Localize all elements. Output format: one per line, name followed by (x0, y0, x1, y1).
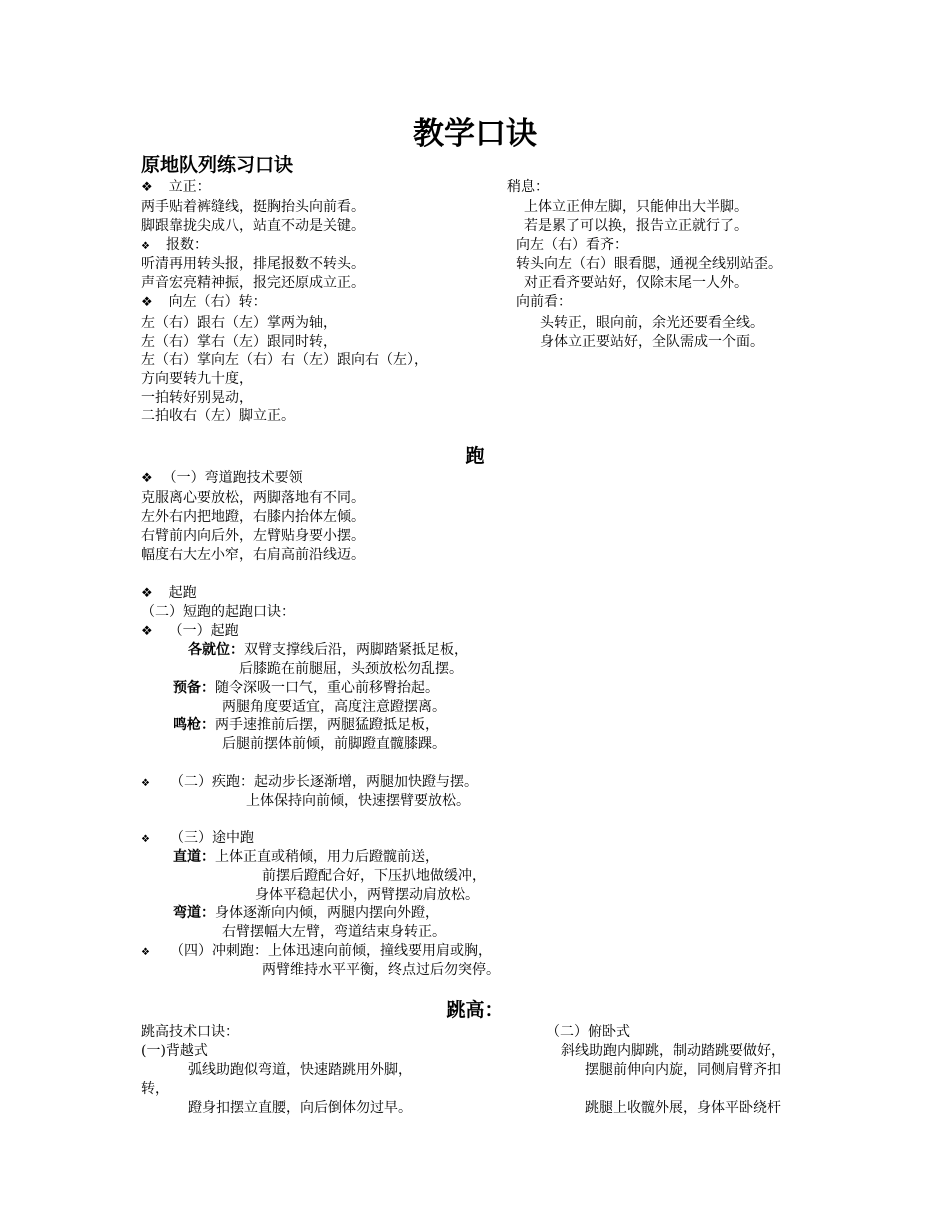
item-label: （一）弯道跑技术要领 (162, 470, 303, 486)
term-text: 双臂支撑线后沿，两脚踏紧抵足板， (244, 642, 468, 658)
term-label: 各就位： (188, 642, 244, 658)
term-label: 直道： (173, 849, 215, 865)
text-line: 向左（右）看齐： (516, 237, 628, 253)
list-item (141, 236, 208, 256)
text-line: 听清再用转头报，排尾报数不转头。 (141, 256, 365, 272)
text-line: 对正看齐要站好，仅除末尾一人外。 (524, 275, 748, 291)
text-line: （二）俯卧式 (546, 1024, 630, 1040)
term-text: 身体逐渐向内倾，两腿内摆向外蹬， (215, 905, 439, 921)
item-label: （一）起跑 (168, 623, 239, 639)
text-line: 幅度右大左小窄，右肩高前沿线迈。 (141, 547, 365, 563)
list-item (141, 293, 267, 312)
text-line: 左（右）跟右（左）掌两为轴， (141, 315, 337, 331)
section-heading-drill: 原地队列练习口诀 (141, 154, 294, 176)
list-item (141, 469, 303, 488)
item-label: （二）疾跑：起动步长逐渐增，两腿加快蹬与摆。 (169, 774, 478, 790)
item-label: 向左（右）转： (168, 294, 267, 310)
list-item (141, 178, 211, 197)
text-line: 稍息： (507, 179, 549, 195)
item-label: 起跑 (168, 585, 197, 601)
page-title: 教学口诀 (413, 116, 537, 152)
text-line: 两臂维持水平平衡，终点过后勿突停。 (262, 962, 500, 978)
text-line: 左外右内把地蹬，右膝内抬体左倾。 (141, 509, 365, 525)
text-line: 上体立正伸左脚，只能伸出大半脚。 (524, 199, 748, 215)
diamond-bullet-icon: ❖ (141, 778, 150, 789)
text-line: 斜线助跑内脚跳，制动踏跳要做好， (561, 1043, 785, 1059)
text-line: 弧线助跑似弯道，快速踏跳用外脚， (188, 1062, 412, 1078)
text-line: 左（右）掌右（左）跟同时转， (141, 334, 337, 350)
diamond-bullet-icon: ❖ (141, 180, 153, 195)
diamond-bullet-icon: ❖ (141, 834, 150, 845)
section-heading-high-jump: 跳高： (446, 999, 504, 1021)
text-line: （二）短跑的起跑口诀： (141, 604, 295, 620)
text-line (188, 641, 468, 659)
text-line: 左（右）掌向左（右）右（左）跟向右（左）， (141, 352, 428, 368)
text-line: 身体立正要站好，全队需成一个面。 (540, 334, 764, 350)
text-line: 转头向左（右）眼看腮，通视全线别站歪。 (516, 256, 782, 272)
item-label: （四）冲刺跑：上体迅速向前倾，撞线要用肩或胸， (169, 943, 492, 959)
text-line (173, 716, 439, 734)
list-item (141, 622, 239, 641)
text-line: 蹬身扣摆立直腰，向后倒体勿过早。 (188, 1100, 412, 1116)
text-line: 向前看： (516, 294, 572, 310)
diamond-bullet-icon: ❖ (141, 241, 150, 252)
text-line: 右臂前内向后外，左臂贴身要小摆。 (141, 528, 365, 544)
list-item (141, 829, 254, 849)
text-line: 两腿角度要适宜，高度注意蹬摆离。 (222, 699, 446, 715)
diamond-bullet-icon: ❖ (141, 471, 153, 486)
text-line: 摆腿前伸向内旋，同侧肩臂齐扣 (585, 1062, 781, 1078)
text-line: 身体平稳起伏小，两臂摆动肩放松。 (255, 887, 479, 903)
text-line (173, 679, 439, 697)
item-label: （三）途中跑 (169, 830, 254, 846)
text-line: 头转正，眼向前，余光还要看全线。 (540, 315, 764, 331)
text-line (173, 904, 439, 922)
text-line: 克服离心要放松，两脚落地有不同。 (141, 490, 365, 506)
text-line: 脚跟靠拢尖成八，站直不动是关键。 (141, 218, 365, 234)
term-label: 鸣枪： (173, 717, 215, 733)
item-label: 报数： (165, 237, 208, 253)
text-line: 若是累了可以换，报告立正就行了。 (524, 218, 748, 234)
list-item (141, 773, 478, 793)
term-text: 两手速推前后摆，两腿猛蹬抵足板， (215, 717, 439, 733)
text-line: 二拍收右（左）脚立正。 (141, 408, 295, 424)
text-line: 两手贴着裤缝线，挺胸抬头向前看。 (141, 199, 365, 215)
text-line: 后膝跪在前腿屈，头颈放松勿乱摆。 (239, 661, 463, 677)
text-line: 一拍转好别晃动， (141, 390, 253, 406)
text-line: 声音宏亮精神振，报完还原成立正。 (141, 275, 365, 291)
list-item (141, 942, 492, 962)
text-line: 前摆后蹬配合好，下压扒地做缓冲， (262, 868, 486, 884)
diamond-bullet-icon: ❖ (141, 947, 150, 958)
term-label: 预备： (173, 680, 215, 696)
diamond-bullet-icon: ❖ (141, 586, 153, 601)
text-line: 后腿前摆体前倾，前脚蹬直髋膝踝。 (222, 736, 446, 752)
text-line: 跳腿上收髋外展，身体平卧绕杆 (585, 1100, 781, 1116)
text-line: 右臂摆幅大左臂，弯道结束身转正。 (222, 924, 446, 940)
text-line: 跳高技术口诀： (141, 1024, 239, 1040)
list-item (141, 584, 197, 603)
text-line: 转， (141, 1081, 169, 1097)
text-line: 方向要转九十度， (141, 371, 253, 387)
term-label: 弯道： (173, 905, 215, 921)
term-text: 上体正直或稍倾，用力后蹬髋前送， (215, 849, 439, 865)
term-text: 随令深吸一口气，重心前移臀抬起。 (215, 680, 439, 696)
item-label: 立正： (168, 179, 211, 195)
text-line: 上体保持向前倾，快速摆臂要放松。 (246, 793, 470, 809)
text-line: (一)背越式 (141, 1043, 208, 1059)
section-heading-run: 跑 (465, 445, 485, 467)
diamond-bullet-icon: ❖ (141, 295, 153, 310)
text-line (173, 848, 439, 866)
diamond-bullet-icon: ❖ (141, 624, 153, 639)
